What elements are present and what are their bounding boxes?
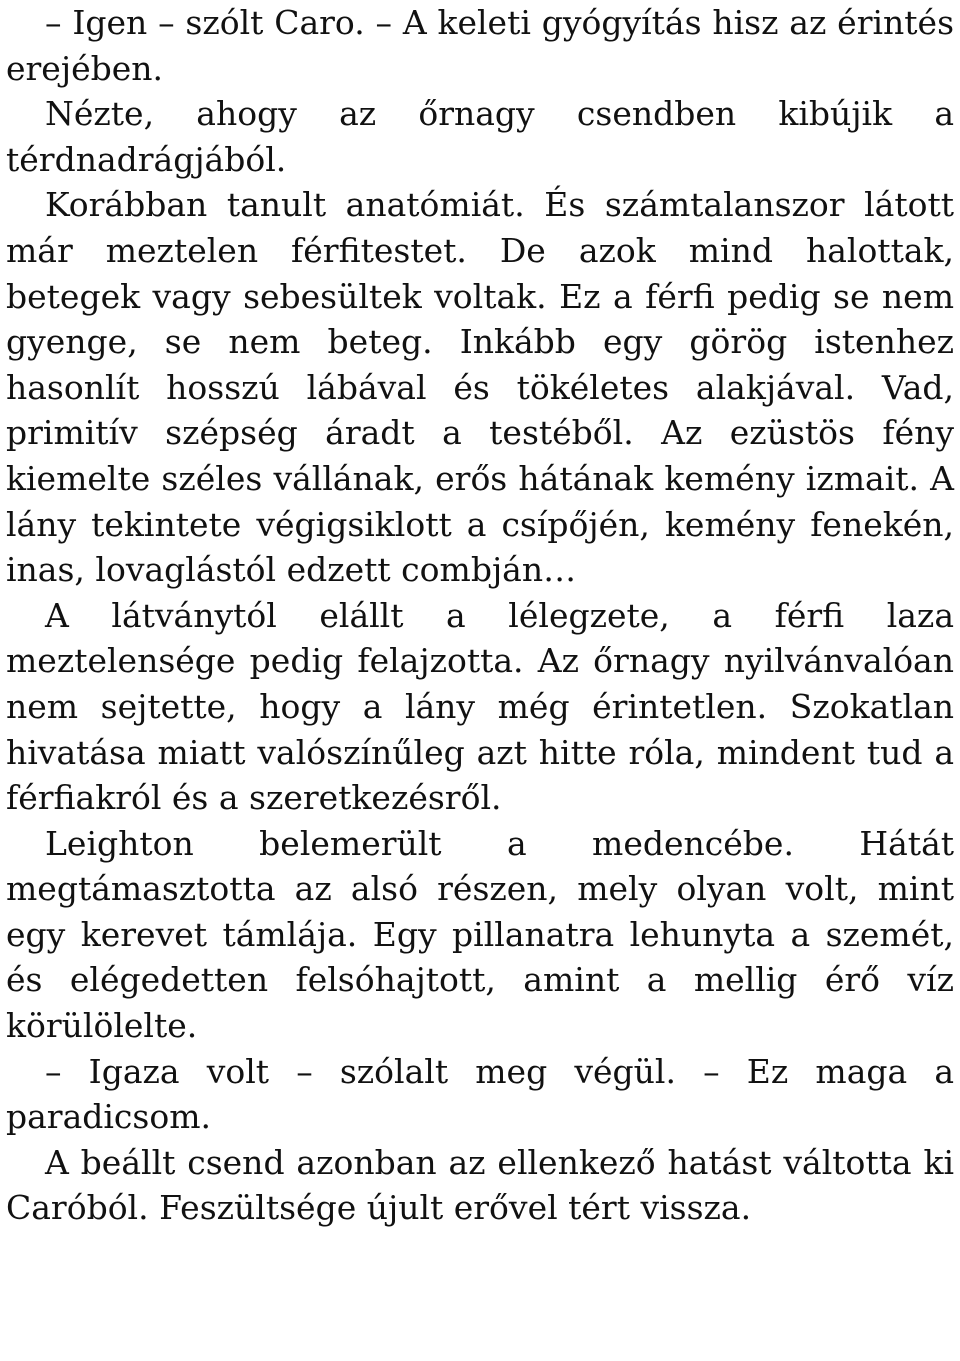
paragraph-1: – Igen – szólt Caro. – A keleti gyógyítás hisz az érintés erejében. — [6, 3, 954, 88]
paragraph-2: Nézte, ahogy az őrnagy csendben kibújik a térdnadrágjából. — [6, 94, 954, 179]
paragraph-5: Leighton belemerült a medencébe. Hátát megtámasztotta az alsó részen, mely olyan volt, mint egy kerevet támlája. Egy pillanatra lehunyta a szemét, és elégedetten felsóhajtott, amint a mellig érő víz körülölelte. — [6, 823, 954, 1046]
paragraph-4: A látványtól elállt a lélegzete, a férfi laza meztelensége pedig felajzotta. Az őrnagy nyilvánvalóan nem sejtette, hogy a lány még érintetlen. Szokatlan hivatása miatt valószínűleg azt hitte róla, mindent tud a férfiakról és a szeretkezésről. — [6, 595, 954, 818]
book-page — [6, 0, 954, 1231]
paragraph-3: Korábban tanult anatómiát. És számtalanszor látott már meztelen férfitestet. De azok mind halottak, betegek vagy sebesültek voltak. Ez a férfi pedig se nem gyenge, se nem beteg. Inkább egy görög istenhez hasonlít hosszú lábával és tökéletes alakjával. Vad, primitív szépség áradt a testéből. Az ezüstös fény kiemelte széles vállának, erős hátának kemény izmait. A lány tekintete végigsiklott a csípőjén, kemény fenekén, inas, lovaglástól edzett combján… — [6, 185, 954, 590]
paragraph-6: – Igaza volt – szólalt meg végül. – Ez maga a paradicsom. — [6, 1051, 954, 1137]
paragraph-7: A beállt csend azonban az ellenkező hatást váltotta ki Caróból. Feszültsége újult erővel tért vissza. — [6, 1142, 954, 1228]
